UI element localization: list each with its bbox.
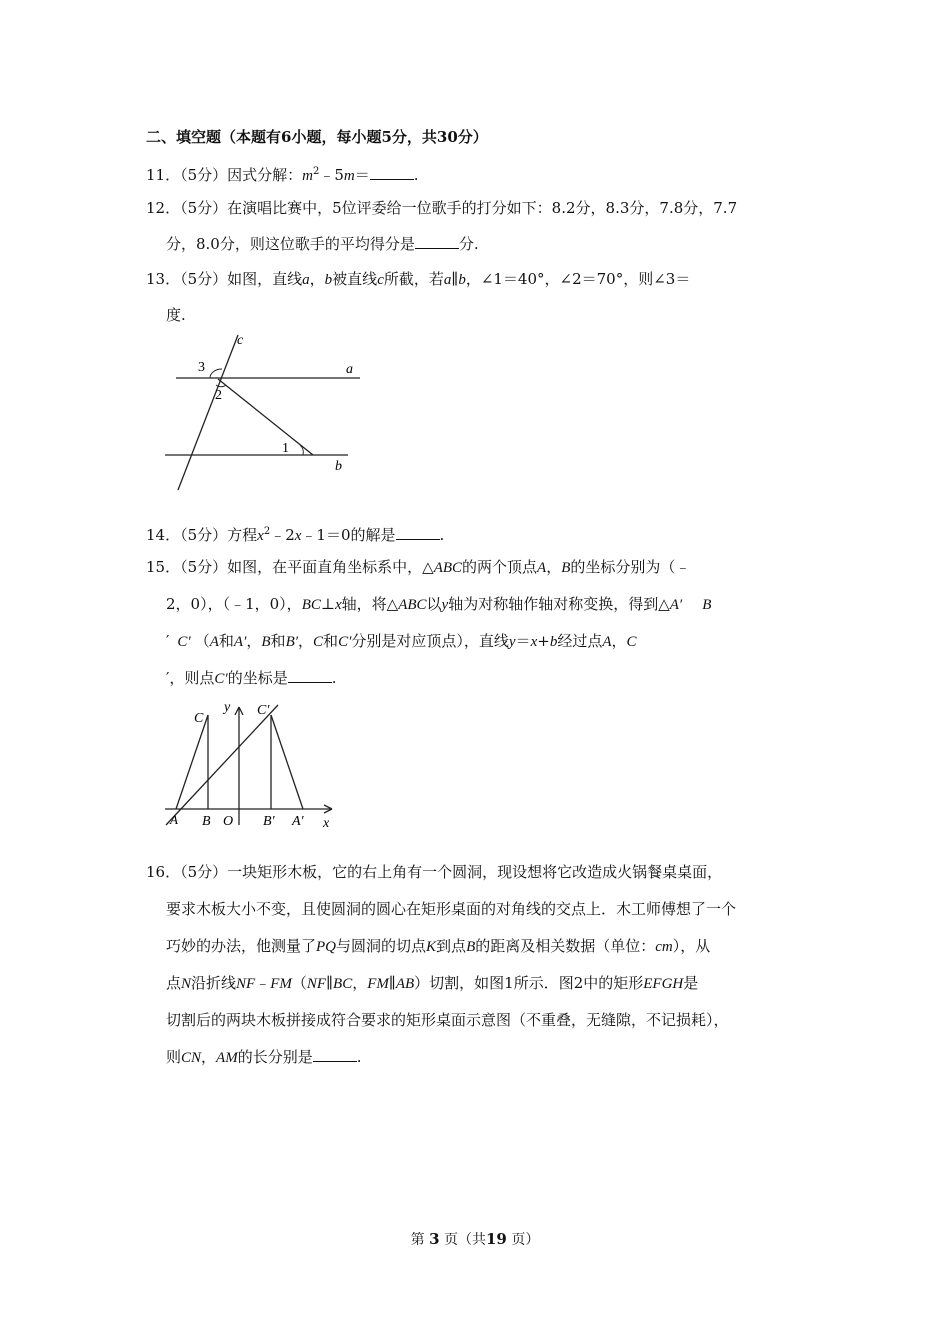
label-C: C bbox=[194, 711, 204, 726]
section-heading: 二、填空题（本题有6小题，每小题5分，共30分） bbox=[146, 128, 488, 146]
answer-blank[interactable] bbox=[313, 1047, 357, 1062]
transversal bbox=[218, 379, 313, 455]
label-1: 1 bbox=[282, 441, 289, 456]
question-13-cont: 度. bbox=[166, 306, 186, 324]
label-B: B bbox=[202, 814, 211, 829]
question-15-line3: ′ C′ （A和A′，B和B′，C和C′分别是对应顶点），直线y＝x+b经过点A，C bbox=[166, 632, 637, 650]
label-c: c bbox=[237, 333, 244, 348]
label-y: y bbox=[224, 700, 231, 715]
label-Bp: B′ bbox=[263, 814, 275, 829]
label-a: a bbox=[346, 362, 353, 377]
question-12: 12．（5分）在演唱比赛中，5位评委给一位歌手的打分如下：8.2分，8.3分，7.8分，7.7 bbox=[146, 199, 738, 217]
label-Ap: A′ bbox=[292, 814, 304, 829]
question-14: 14．（5分）方程$x^2﹣2x﹣1=0$的解是 . bbox=[146, 526, 445, 544]
question-16-line5: 切割后的两块木板拼接成符合要求的矩形桌面示意图（不重叠，无缝隙，不记损耗）， bbox=[166, 1011, 729, 1029]
question-16-line4: 点N沿折线NF﹣FM（NF∥BC，FM∥AB）切割，如图1所示．图2中的矩形EFGH是 bbox=[166, 974, 699, 992]
question-12-cont: 分，8.0分，则这位歌手的平均得分是 分. bbox=[166, 235, 479, 253]
answer-blank[interactable] bbox=[415, 234, 459, 249]
question-16-line2: 要求木板大小不变，且使圆洞的圆心在矩形桌面的对角线的交点上．木工师傅想了一个 bbox=[166, 900, 737, 918]
angle-2-arc bbox=[216, 385, 226, 387]
label-x: x bbox=[323, 816, 330, 831]
page-footer: 第 3 页（共19 页） bbox=[410, 1230, 540, 1248]
segment-ApCp bbox=[271, 715, 303, 809]
question-15: 15．（5分）如图，在平面直角坐标系中，△ABC的两个顶点A，B的坐标分别为（﹣ bbox=[146, 558, 691, 576]
line-y-eq-x-plus-b bbox=[166, 705, 278, 825]
angle-3-arc bbox=[210, 369, 222, 378]
question-11: 11．（5分）因式分解：$m^2﹣5m=$ . bbox=[146, 166, 419, 184]
figure-parallel-lines bbox=[160, 333, 370, 493]
question-16: 16．（5分）一块矩形木板，它的右上角有一个圆洞，现设想将它改造成火锅餐桌桌面， bbox=[146, 863, 723, 881]
label-A: A bbox=[170, 812, 178, 827]
label-b: b bbox=[335, 459, 342, 474]
segment-AC bbox=[176, 715, 208, 809]
answer-blank[interactable] bbox=[288, 668, 332, 683]
question-13: 13．（5分）如图，直线a，b被直线c所截，若a∥b，∠1＝40°，∠2＝70°，则∠3＝ bbox=[146, 270, 691, 288]
page-number: 3 bbox=[429, 1230, 440, 1248]
total-pages: 19 bbox=[486, 1230, 507, 1248]
question-15-line2: 2，0），（﹣1，0），BC⊥x轴，将△ABC以y轴为对称轴作轴对称变换，得到△A′ B bbox=[166, 595, 712, 613]
question-15-line4: ′，则点C′的坐标是 . bbox=[166, 669, 337, 687]
answer-blank[interactable] bbox=[370, 165, 414, 180]
label-Cp: C′ bbox=[257, 703, 270, 718]
label-3: 3 bbox=[198, 360, 205, 375]
question-16-line3: 巧妙的办法，他测量了PQ与圆洞的切点K到点B的距离及相关数据（单位：cm），从 bbox=[166, 937, 711, 955]
label-2: 2 bbox=[215, 388, 222, 403]
figure-coordinate-plane bbox=[160, 697, 350, 837]
question-16-line6: 则CN，AM的长分别是 . bbox=[166, 1048, 362, 1066]
answer-blank[interactable] bbox=[396, 525, 440, 540]
line-c bbox=[178, 335, 238, 490]
label-O: O bbox=[223, 814, 234, 829]
